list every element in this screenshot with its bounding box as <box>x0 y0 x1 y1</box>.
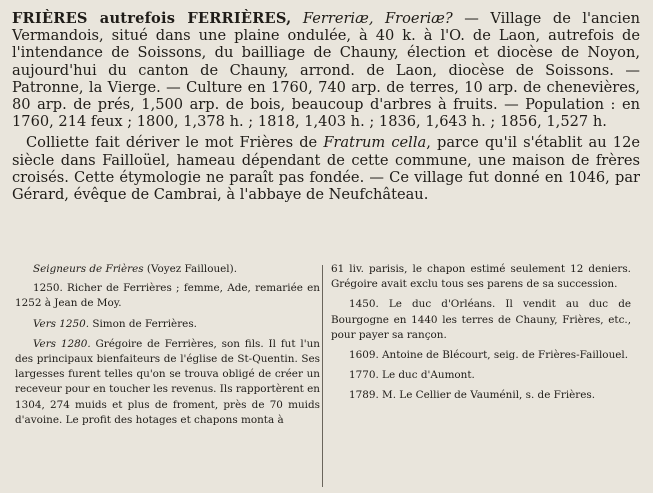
right-column <box>331 262 631 409</box>
intro-paragraph-1-text: — Village de l'ancien Vermandois, situé dans une plaine ondulée, à 40 k. à l'O. de Laon, autrefois de l'intendance de Soissons, du bailliage de Chauny, élection et diocèse de Noyon, aujourd'hui du canton de Chauny, arrond. de Laon, diocèse de Soissons. — Patronne, la Vierge. — Culture en 1760, 740 arp. de terres, 10 arp. de chenevières, 80 arp. de prés, 1,500 arp. de bois, beaucoup d'arbres à fruits. — Population : en 1760, 214 feux ; 1800, 1,378 h. ; 1818, 1,403 h. ; 1836, 1,643 h. ; 1856, 1,527 h. <box>12 10 641 131</box>
seigneur-entry-1280-gregoire <box>15 337 320 428</box>
intro-paragraph-2 <box>12 134 640 203</box>
entry-text: Simon de Ferrières. <box>92 317 197 330</box>
intro-paragraph-1 <box>12 10 640 130</box>
seigneur-entry-continued: 61 liv. parisis, le chapon estimé seulement 12 deniers. Grégoire avait exclu tous ses parens de sa succession. <box>331 263 631 291</box>
seigneurs-heading-italic: Seigneurs de Frières <box>33 263 144 275</box>
seigneurs-columns <box>15 262 635 490</box>
left-column <box>15 262 320 433</box>
seigneurs-heading <box>15 262 320 277</box>
seigneur-entry-1609: 1609. Antoine de Blécourt, seig. de Frières-Faillouel. <box>349 349 629 362</box>
seigneurs-heading-note: (Voyez Faillouel). <box>146 263 237 275</box>
seigneur-entry-1450: 1450. Le duc d'Orléans. Il vendit au duc de Bourgogne en 1440 les terres de Chauny, Frières, etc., pour payer sa rançon. <box>331 298 631 341</box>
seigneur-entry-1250-richer: 1250. Richer de Ferrières ; femme, Ade, remariée en 1252 à Jean de Moy. <box>15 282 320 310</box>
latin-names: Ferreriæ, Froeriæ? <box>302 10 453 27</box>
etymology-text-start: Colliette fait dériver le mot Frières de <box>26 134 318 152</box>
entry-date: Vers 1250. <box>33 317 90 330</box>
seigneur-entry-1770: 1770. Le duc d'Aumont. <box>349 369 475 382</box>
latin-etymology: Fratrum cella <box>323 134 427 152</box>
seigneur-entry-1250-simon <box>15 317 320 332</box>
seigneur-entry-1789: 1789. M. Le Cellier de Vauménil, s. de Frières. <box>349 389 596 402</box>
entry-text: Grégoire de Ferrières, son fils. Il fut l'un des principaux bienfaiteurs de l'église de St-Quentin. Ses largesses furent telles qu'on se trouva obligé de créer un receveur pour en toucher les revenus. Ils rapportèrent en 1304, 274 muids et plus de froment, près de 70 muids d'avoine. Le profit des hotages et chapons monta à <box>15 337 320 426</box>
intro-section <box>12 10 640 203</box>
etymology-text-end: , parce qu'il s'établit au 12e siècle dans Failloüel, hameau dépendant de cette commune, une maison de frères croisés. Cette étymologie ne paraît pas fondée. — Ce village fut donné en 1046, par Gérard, évêque de Cambrai, à l'abbaye de Neufchâteau. <box>12 134 640 204</box>
entry-heading: FRIÈRES autrefois FERRIÈRES, <box>12 10 292 27</box>
entry-date: Vers 1280. <box>33 337 91 350</box>
